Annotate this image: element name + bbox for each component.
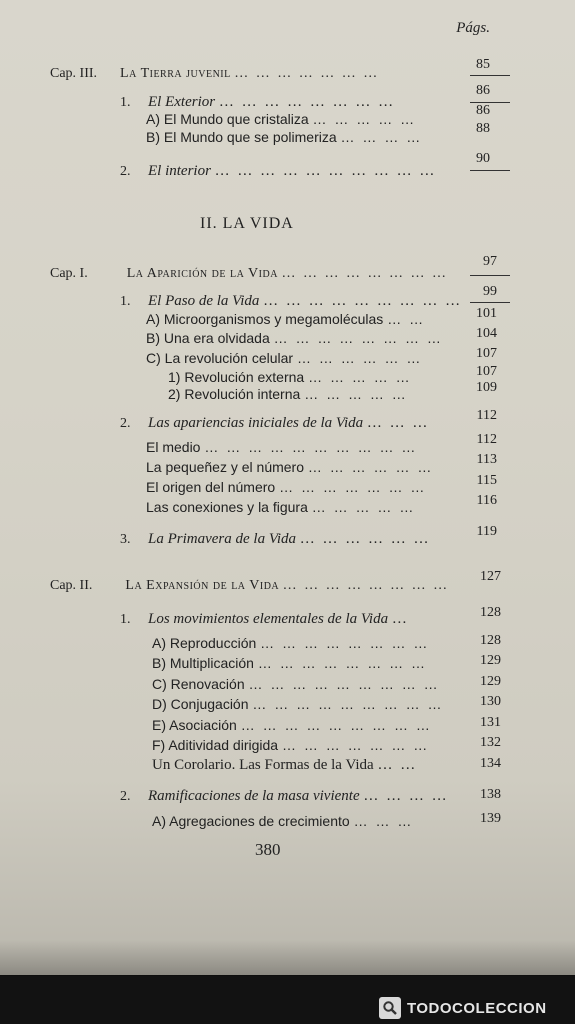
entry-label: E) Asociación [152,717,237,733]
page-ref: 119 [476,524,497,539]
divider [470,170,510,171]
entry-label: B) Multiplicación [152,655,254,671]
leader-dots: … … … … … … … [234,66,380,81]
leader-dots: … … [387,311,426,327]
leader-dots: … … … … … … [299,531,431,547]
page-ref: 132 [480,735,501,750]
leader-dots: … … … … … … … … … … [204,439,418,455]
entry-label: B) El Mundo que se polimeriza [146,129,337,145]
page-ref: 113 [476,452,497,467]
page-ref: 139 [480,811,501,826]
entry-number: 1. [120,612,131,627]
leader-dots: … … … … … [308,369,412,385]
entry-label: C) La revolución celular [146,350,294,366]
leader-dots: … … … … [340,129,423,145]
page-ref: 97 [483,254,497,269]
leader-dots: … … … … … … … [281,737,430,753]
leader-dots: … … … … … … [307,459,434,475]
divider [470,275,510,276]
toc-entry [152,675,440,693]
watermark [379,994,569,1022]
entry-label: El medio [146,439,201,455]
leader-dots: … [391,611,409,627]
leader-dots: … … … … … … [296,350,423,366]
entry-number: 2. [120,164,131,179]
page-ref: 101 [476,306,497,321]
toc-entry [146,329,443,347]
chapter-title: La Tierra juvenil [120,66,231,81]
entry-title: La Primavera de la Vida [148,531,297,547]
toc-entry [168,368,412,386]
entry-label: F) Aditividad dirigida [152,737,279,753]
page-ref: 86 [476,83,490,98]
toc-entry [152,756,417,774]
toc-entry [152,736,429,754]
entry-title: Los movimientos elementales de la Vida [148,611,389,627]
page-ref: 90 [476,151,490,166]
entry-number: 2. [120,789,131,804]
page-ref: 88 [476,121,490,136]
chapter-title: La Expansión de la Vida [125,578,280,593]
page-ref: 130 [480,694,501,709]
toc-entry [146,128,422,146]
entry-title: El Exterior [148,94,216,110]
entry-label: La pequeñez y el número [146,459,304,475]
entry-label: D) Conjugación [152,696,249,712]
entry-label: A) El Mundo que cristaliza [146,111,309,127]
page-ref: 86 [476,103,490,118]
page-ref: 112 [476,432,497,447]
toc-entry [120,162,436,181]
toc-entry [168,385,408,403]
toc-entry [146,478,426,496]
leader-dots: … … … … … … … … [218,94,396,110]
leader-dots: … … … [366,415,430,431]
chapter-row [50,577,449,595]
page-ref: 131 [480,715,501,730]
leader-dots: … … … … … … … … … [263,293,463,309]
entry-title: El Paso de la Vida [148,293,260,309]
pags-heading: Págs. [456,20,490,36]
entry-title: El interior [148,163,211,179]
toc-entry [146,310,425,328]
entry-label: A) Microorganismos y megamoléculas [146,311,384,327]
leader-dots: … … … … … … … … [257,655,428,671]
leader-dots: … … … … … … … [279,479,427,495]
chapter-row [50,65,379,83]
page-ref: 107 [476,346,497,361]
entry-label: 2) Revolución interna [168,386,301,402]
leader-dots: … … … … … … … … … … [214,163,437,179]
chapter-label: Cap. I. [50,266,88,281]
entry-label: A) Reproducción [152,635,257,651]
page-edge-shadow [0,940,575,976]
leader-dots: … … … … … … … … … [240,717,432,733]
leader-dots: … … … … … [304,386,408,402]
leader-dots: … … … … … … … … [281,266,448,281]
leader-dots: … … … … … [312,111,417,127]
watermark-text: TODOCOLECCION [407,999,547,1017]
toc-entry [120,610,409,629]
page-ref: 128 [480,605,501,620]
page-ref: 99 [483,284,497,299]
entry-number: 3. [120,532,131,547]
toc-entry [146,438,417,456]
toc-entry [152,812,413,830]
chapter-row [50,265,448,283]
toc-entry [120,292,462,311]
section-title: II. LA VIDA [200,215,294,232]
entry-label: C) Renovación [152,676,245,692]
toc-entry [146,349,422,367]
entry-title: Las apariencias iniciales de la Vida [148,415,364,431]
page-ref: 115 [476,473,497,488]
leader-dots: … … … … … … … … [273,330,443,346]
toc-entry [152,695,444,713]
entry-label: Un Corolario. Las Formas de la Vida [152,757,374,773]
page-ref: 109 [476,380,497,395]
leader-dots: … … … … [363,788,449,804]
chapter-title: La Aparición de la Vida [126,266,278,281]
leader-dots: … … … … … … … … … [248,676,440,692]
page-ref: 134 [480,756,501,771]
magnifier-icon [379,997,401,1019]
toc-entry [152,716,432,734]
page-ref: 128 [480,633,501,648]
entry-label: A) Agregaciones de crecimiento [152,813,350,829]
toc-entry [152,654,427,672]
toc-entry [120,787,449,806]
toc-entry [120,414,429,433]
entry-number: 1. [120,294,131,309]
page-ref: 112 [476,408,497,423]
page-ref: 138 [480,787,501,802]
page-ref: 129 [480,674,501,689]
divider [470,75,510,76]
page-ref: 129 [480,653,501,668]
entry-number: 1. [120,95,131,110]
toc-entry [146,110,416,128]
page-ref: 127 [480,569,501,584]
entry-label: El origen del número [146,479,276,495]
entry-number: 2. [120,416,131,431]
page-ref: 116 [476,493,497,508]
divider [470,302,510,303]
leader-dots: … … … … … … … … [282,578,450,593]
toc-entry [146,498,415,516]
page-ref: 104 [476,326,497,341]
leader-dots: … … … [353,813,414,829]
chapter-label: Cap. III. [50,66,98,81]
toc-entry [152,634,429,652]
page-number: 380 [255,840,281,859]
toc-entry [146,458,433,476]
leader-dots: … … [377,757,418,773]
page-ref: 85 [476,57,490,72]
entry-label: Las conexiones y la figura [146,499,308,515]
leader-dots: … … … … … [311,499,416,515]
entry-title: Ramificaciones de la masa viviente [148,788,360,804]
toc-entry [120,530,431,549]
leader-dots: … … … … … … … … … [252,696,444,712]
leader-dots: … … … … … … … … [260,635,430,651]
entry-label: B) Una era olvidada [146,330,270,346]
chapter-label: Cap. II. [50,578,93,593]
entry-label: 1) Revolución externa [168,369,305,385]
page-ref: 107 [476,364,497,379]
